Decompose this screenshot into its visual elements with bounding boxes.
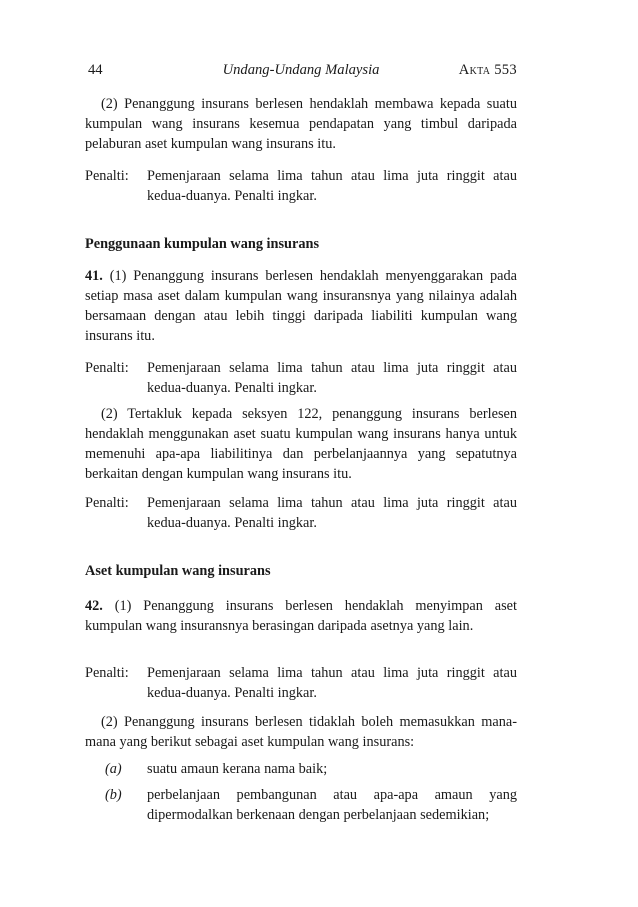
penalty-block <box>85 166 517 206</box>
penalty-label: Penalti: <box>85 360 129 376</box>
penalty-label: Penalti: <box>85 495 129 511</box>
list-item-label: (a) <box>105 761 122 777</box>
act-number: Akta 553 <box>458 62 517 78</box>
penalty-block <box>85 663 517 703</box>
subsection-42-1 <box>85 596 517 636</box>
penalty-block <box>85 358 517 398</box>
section-42-number: 42. <box>85 598 103 614</box>
subsection-40-2: (2) Penanggung insurans berlesen hendaklah membawa kepada suatu kumpulan wang insurans kesemua pendapatan yang timbul daripada pelaburan aset kumpulan wang insurans itu. <box>85 96 517 152</box>
subsection-41-1 <box>85 266 517 346</box>
penalty-text: Pemenjaraan selama lima tahun atau lima juta ringgit atau kedua-duanya. Penalti ingkar. <box>147 360 517 396</box>
subsection-41-2: (2) Tertakluk kepada seksyen 122, penanggung insurans berlesen hendaklah menggunakan aset suatu kumpulan wang insurans hanya untuk memenuhi apa-apa liabilitinya dan perbelanjaannya yang sepatutnya berkaitan dengan kumpulan wang insurans itu. <box>85 406 517 482</box>
header-title: Undang-Undang Malaysia <box>222 62 380 78</box>
subsection-42-2: (2) Penanggung insurans berlesen tidaklah boleh memasukkan mana-mana yang berikut sebagai aset kumpulan wang insurans: <box>85 714 517 750</box>
penalty-text: Pemenjaraan selama lima tahun atau lima juta ringgit atau kedua-duanya. Penalti ingkar. <box>147 495 517 531</box>
penalty-label: Penalti: <box>85 665 129 681</box>
penalty-block <box>85 493 517 533</box>
list-item <box>105 759 517 779</box>
page-header <box>85 62 517 82</box>
page-number: 44 <box>88 62 103 78</box>
section-42-heading: Aset kumpulan wang insurans <box>85 563 271 579</box>
penalty-label: Penalti: <box>85 168 129 184</box>
penalty-text: Pemenjaraan selama lima tahun atau lima juta ringgit atau kedua-duanya. Penalti ingkar. <box>147 665 517 701</box>
penalty-text: Pemenjaraan selama lima tahun atau lima juta ringgit atau kedua-duanya. Penalti ingkar. <box>147 168 517 204</box>
subsection-41-1-text: (1) Penanggung insurans berlesen hendaklah menyenggarakan pada setiap masa aset dalam kumpulan wang insuransnya yang nilainya adalah bersamaan dengan atau lebih tinggi daripada liabiliti kumpulan wang insurans itu. <box>85 268 517 344</box>
subsection-42-1-text: (1) Penanggung insurans berlesen hendaklah menyimpan aset kumpulan wang insuransnya berasingan daripada asetnya yang lain. <box>85 598 517 634</box>
list-item <box>105 785 517 825</box>
list-item-label: (b) <box>105 787 122 803</box>
list-item-text: perbelanjaan pembangunan atau apa-apa amaun yang dipermodalkan berkenaan dengan perbelanjaan sedemikian; <box>147 787 517 823</box>
section-41-number: 41. <box>85 268 103 284</box>
list-item-text: suatu amaun kerana nama baik; <box>147 761 328 777</box>
section-41-heading: Penggunaan kumpulan wang insurans <box>85 236 320 252</box>
